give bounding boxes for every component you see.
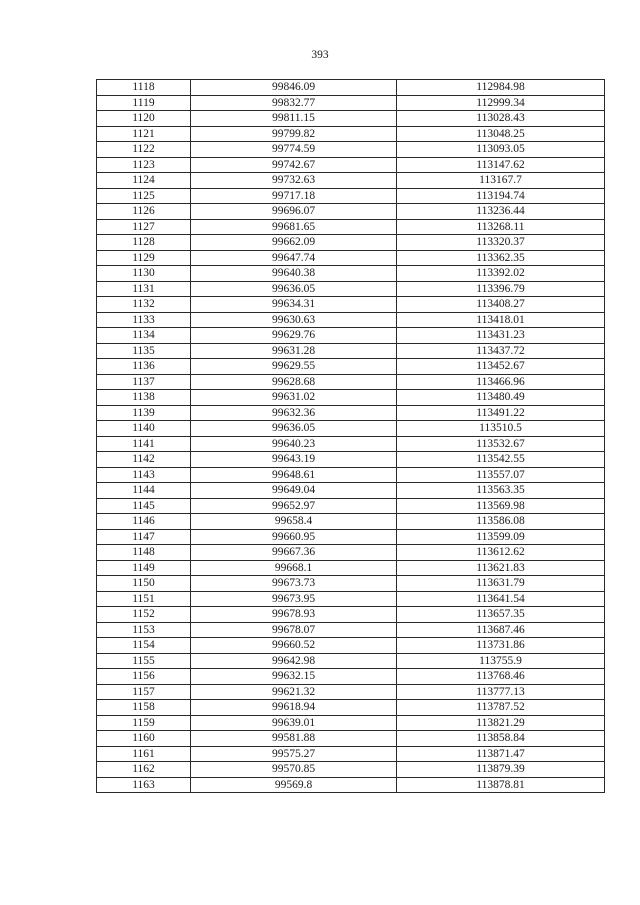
y-coordinate-cell: 113599.09 xyxy=(397,529,605,545)
x-coordinate-cell: 99643.19 xyxy=(191,452,397,468)
x-coordinate-cell: 99575.27 xyxy=(191,746,397,762)
point-id-cell: 1151 xyxy=(97,591,191,607)
point-id-cell: 1163 xyxy=(97,777,191,793)
y-coordinate-cell: 113320.37 xyxy=(397,235,605,251)
point-id-cell: 1162 xyxy=(97,762,191,778)
x-coordinate-cell: 99569.8 xyxy=(191,777,397,793)
y-coordinate-cell: 113641.54 xyxy=(397,591,605,607)
table-row xyxy=(97,266,605,282)
point-id-cell: 1131 xyxy=(97,281,191,297)
table-row xyxy=(97,80,605,96)
y-coordinate-cell: 113612.62 xyxy=(397,545,605,561)
point-id-cell: 1147 xyxy=(97,529,191,545)
x-coordinate-cell: 99732.63 xyxy=(191,173,397,189)
x-coordinate-cell: 99621.32 xyxy=(191,684,397,700)
x-coordinate-cell: 99647.74 xyxy=(191,250,397,266)
point-id-cell: 1156 xyxy=(97,669,191,685)
table-row xyxy=(97,498,605,514)
table-row xyxy=(97,343,605,359)
y-coordinate-cell: 113480.49 xyxy=(397,390,605,406)
point-id-cell: 1142 xyxy=(97,452,191,468)
y-coordinate-cell: 113731.86 xyxy=(397,638,605,654)
table-row xyxy=(97,622,605,638)
table-row xyxy=(97,126,605,142)
table-row xyxy=(97,467,605,483)
table-row xyxy=(97,157,605,173)
point-id-cell: 1120 xyxy=(97,111,191,127)
x-coordinate-cell: 99649.04 xyxy=(191,483,397,499)
table-row xyxy=(97,204,605,220)
x-coordinate-cell: 99631.28 xyxy=(191,343,397,359)
y-coordinate-cell: 113268.11 xyxy=(397,219,605,235)
y-coordinate-cell: 113569.98 xyxy=(397,498,605,514)
y-coordinate-cell: 113093.05 xyxy=(397,142,605,158)
y-coordinate-cell: 113236.44 xyxy=(397,204,605,220)
point-id-cell: 1161 xyxy=(97,746,191,762)
x-coordinate-cell: 99658.4 xyxy=(191,514,397,530)
point-id-cell: 1126 xyxy=(97,204,191,220)
x-coordinate-cell: 99681.65 xyxy=(191,219,397,235)
point-id-cell: 1128 xyxy=(97,235,191,251)
y-coordinate-cell: 113657.35 xyxy=(397,607,605,623)
y-coordinate-cell: 113510.5 xyxy=(397,421,605,437)
y-coordinate-cell: 113542.55 xyxy=(397,452,605,468)
table-body xyxy=(97,80,605,793)
x-coordinate-cell: 99660.95 xyxy=(191,529,397,545)
table-row xyxy=(97,250,605,266)
point-id-cell: 1121 xyxy=(97,126,191,142)
x-coordinate-cell: 99673.73 xyxy=(191,576,397,592)
y-coordinate-cell: 113631.79 xyxy=(397,576,605,592)
x-coordinate-cell: 99630.63 xyxy=(191,312,397,328)
table-row xyxy=(97,731,605,747)
table-row xyxy=(97,374,605,390)
y-coordinate-cell: 113858.84 xyxy=(397,731,605,747)
y-coordinate-cell: 113768.46 xyxy=(397,669,605,685)
table-row xyxy=(97,529,605,545)
y-coordinate-cell: 113392.02 xyxy=(397,266,605,282)
point-id-cell: 1157 xyxy=(97,684,191,700)
table-row xyxy=(97,715,605,731)
x-coordinate-cell: 99636.05 xyxy=(191,281,397,297)
table-row xyxy=(97,638,605,654)
table-row xyxy=(97,700,605,716)
table-row xyxy=(97,297,605,313)
point-id-cell: 1137 xyxy=(97,374,191,390)
x-coordinate-cell: 99799.82 xyxy=(191,126,397,142)
table-row xyxy=(97,762,605,778)
x-coordinate-cell: 99652.97 xyxy=(191,498,397,514)
coordinate-table xyxy=(96,79,605,793)
y-coordinate-cell: 113557.07 xyxy=(397,467,605,483)
y-coordinate-cell: 113563.35 xyxy=(397,483,605,499)
x-coordinate-cell: 99632.36 xyxy=(191,405,397,421)
y-coordinate-cell: 113418.01 xyxy=(397,312,605,328)
x-coordinate-cell: 99634.31 xyxy=(191,297,397,313)
x-coordinate-cell: 99618.94 xyxy=(191,700,397,716)
x-coordinate-cell: 99678.93 xyxy=(191,607,397,623)
x-coordinate-cell: 99832.77 xyxy=(191,95,397,111)
x-coordinate-cell: 99774.59 xyxy=(191,142,397,158)
table-row xyxy=(97,235,605,251)
y-coordinate-cell: 113687.46 xyxy=(397,622,605,638)
y-coordinate-cell: 113048.25 xyxy=(397,126,605,142)
point-id-cell: 1129 xyxy=(97,250,191,266)
x-coordinate-cell: 99629.76 xyxy=(191,328,397,344)
point-id-cell: 1133 xyxy=(97,312,191,328)
y-coordinate-cell: 112984.98 xyxy=(397,80,605,96)
y-coordinate-cell: 113396.79 xyxy=(397,281,605,297)
table-row xyxy=(97,514,605,530)
table-row xyxy=(97,452,605,468)
table-row xyxy=(97,421,605,437)
page-number: 393 xyxy=(311,49,329,61)
table-row xyxy=(97,669,605,685)
x-coordinate-cell: 99660.52 xyxy=(191,638,397,654)
x-coordinate-cell: 99717.18 xyxy=(191,188,397,204)
table-row xyxy=(97,607,605,623)
y-coordinate-cell: 113491.22 xyxy=(397,405,605,421)
point-id-cell: 1149 xyxy=(97,560,191,576)
y-coordinate-cell: 113821.29 xyxy=(397,715,605,731)
point-id-cell: 1160 xyxy=(97,731,191,747)
y-coordinate-cell: 113879.39 xyxy=(397,762,605,778)
x-coordinate-cell: 99673.95 xyxy=(191,591,397,607)
x-coordinate-cell: 99642.98 xyxy=(191,653,397,669)
y-coordinate-cell: 113147.62 xyxy=(397,157,605,173)
x-coordinate-cell: 99640.38 xyxy=(191,266,397,282)
point-id-cell: 1146 xyxy=(97,514,191,530)
point-id-cell: 1159 xyxy=(97,715,191,731)
x-coordinate-cell: 99668.1 xyxy=(191,560,397,576)
point-id-cell: 1143 xyxy=(97,467,191,483)
y-coordinate-cell: 113532.67 xyxy=(397,436,605,452)
point-id-cell: 1132 xyxy=(97,297,191,313)
table-row xyxy=(97,746,605,762)
table-row xyxy=(97,405,605,421)
point-id-cell: 1127 xyxy=(97,219,191,235)
point-id-cell: 1148 xyxy=(97,545,191,561)
table-row xyxy=(97,95,605,111)
table-row xyxy=(97,390,605,406)
point-id-cell: 1139 xyxy=(97,405,191,421)
table-row xyxy=(97,219,605,235)
y-coordinate-cell: 113466.96 xyxy=(397,374,605,390)
table-row xyxy=(97,684,605,700)
x-coordinate-cell: 99632.15 xyxy=(191,669,397,685)
point-id-cell: 1150 xyxy=(97,576,191,592)
x-coordinate-cell: 99636.05 xyxy=(191,421,397,437)
x-coordinate-cell: 99570.85 xyxy=(191,762,397,778)
y-coordinate-cell: 113755.9 xyxy=(397,653,605,669)
y-coordinate-cell: 113194.74 xyxy=(397,188,605,204)
point-id-cell: 1135 xyxy=(97,343,191,359)
point-id-cell: 1144 xyxy=(97,483,191,499)
x-coordinate-cell: 99696.07 xyxy=(191,204,397,220)
table-row xyxy=(97,483,605,499)
table-row xyxy=(97,545,605,561)
table-row xyxy=(97,281,605,297)
table-row xyxy=(97,111,605,127)
y-coordinate-cell: 113777.13 xyxy=(397,684,605,700)
point-id-cell: 1154 xyxy=(97,638,191,654)
point-id-cell: 1130 xyxy=(97,266,191,282)
point-id-cell: 1124 xyxy=(97,173,191,189)
y-coordinate-cell: 113167.7 xyxy=(397,173,605,189)
point-id-cell: 1152 xyxy=(97,607,191,623)
x-coordinate-cell: 99662.09 xyxy=(191,235,397,251)
point-id-cell: 1155 xyxy=(97,653,191,669)
table-row xyxy=(97,576,605,592)
table-row xyxy=(97,142,605,158)
table-row xyxy=(97,560,605,576)
x-coordinate-cell: 99581.88 xyxy=(191,731,397,747)
x-coordinate-cell: 99667.36 xyxy=(191,545,397,561)
y-coordinate-cell: 113452.67 xyxy=(397,359,605,375)
x-coordinate-cell: 99629.55 xyxy=(191,359,397,375)
table-row xyxy=(97,312,605,328)
table-row xyxy=(97,591,605,607)
table-row xyxy=(97,436,605,452)
table-row xyxy=(97,359,605,375)
y-coordinate-cell: 113431.23 xyxy=(397,328,605,344)
point-id-cell: 1118 xyxy=(97,80,191,96)
x-coordinate-cell: 99639.01 xyxy=(191,715,397,731)
x-coordinate-cell: 99742.67 xyxy=(191,157,397,173)
point-id-cell: 1136 xyxy=(97,359,191,375)
y-coordinate-cell: 112999.34 xyxy=(397,95,605,111)
x-coordinate-cell: 99631.02 xyxy=(191,390,397,406)
y-coordinate-cell: 113362.35 xyxy=(397,250,605,266)
y-coordinate-cell: 113437.72 xyxy=(397,343,605,359)
y-coordinate-cell: 113028.43 xyxy=(397,111,605,127)
y-coordinate-cell: 113787.52 xyxy=(397,700,605,716)
point-id-cell: 1138 xyxy=(97,390,191,406)
point-id-cell: 1145 xyxy=(97,498,191,514)
y-coordinate-cell: 113586.08 xyxy=(397,514,605,530)
table-row xyxy=(97,777,605,793)
point-id-cell: 1123 xyxy=(97,157,191,173)
x-coordinate-cell: 99846.09 xyxy=(191,80,397,96)
table-row xyxy=(97,653,605,669)
x-coordinate-cell: 99678.07 xyxy=(191,622,397,638)
point-id-cell: 1125 xyxy=(97,188,191,204)
point-id-cell: 1141 xyxy=(97,436,191,452)
table-row xyxy=(97,188,605,204)
x-coordinate-cell: 99648.61 xyxy=(191,467,397,483)
point-id-cell: 1153 xyxy=(97,622,191,638)
point-id-cell: 1134 xyxy=(97,328,191,344)
point-id-cell: 1140 xyxy=(97,421,191,437)
y-coordinate-cell: 113621.83 xyxy=(397,560,605,576)
table-row xyxy=(97,173,605,189)
y-coordinate-cell: 113408.27 xyxy=(397,297,605,313)
table-row xyxy=(97,328,605,344)
x-coordinate-cell: 99628.68 xyxy=(191,374,397,390)
y-coordinate-cell: 113878.81 xyxy=(397,777,605,793)
point-id-cell: 1158 xyxy=(97,700,191,716)
x-coordinate-cell: 99811.15 xyxy=(191,111,397,127)
point-id-cell: 1122 xyxy=(97,142,191,158)
y-coordinate-cell: 113871.47 xyxy=(397,746,605,762)
point-id-cell: 1119 xyxy=(97,95,191,111)
x-coordinate-cell: 99640.23 xyxy=(191,436,397,452)
